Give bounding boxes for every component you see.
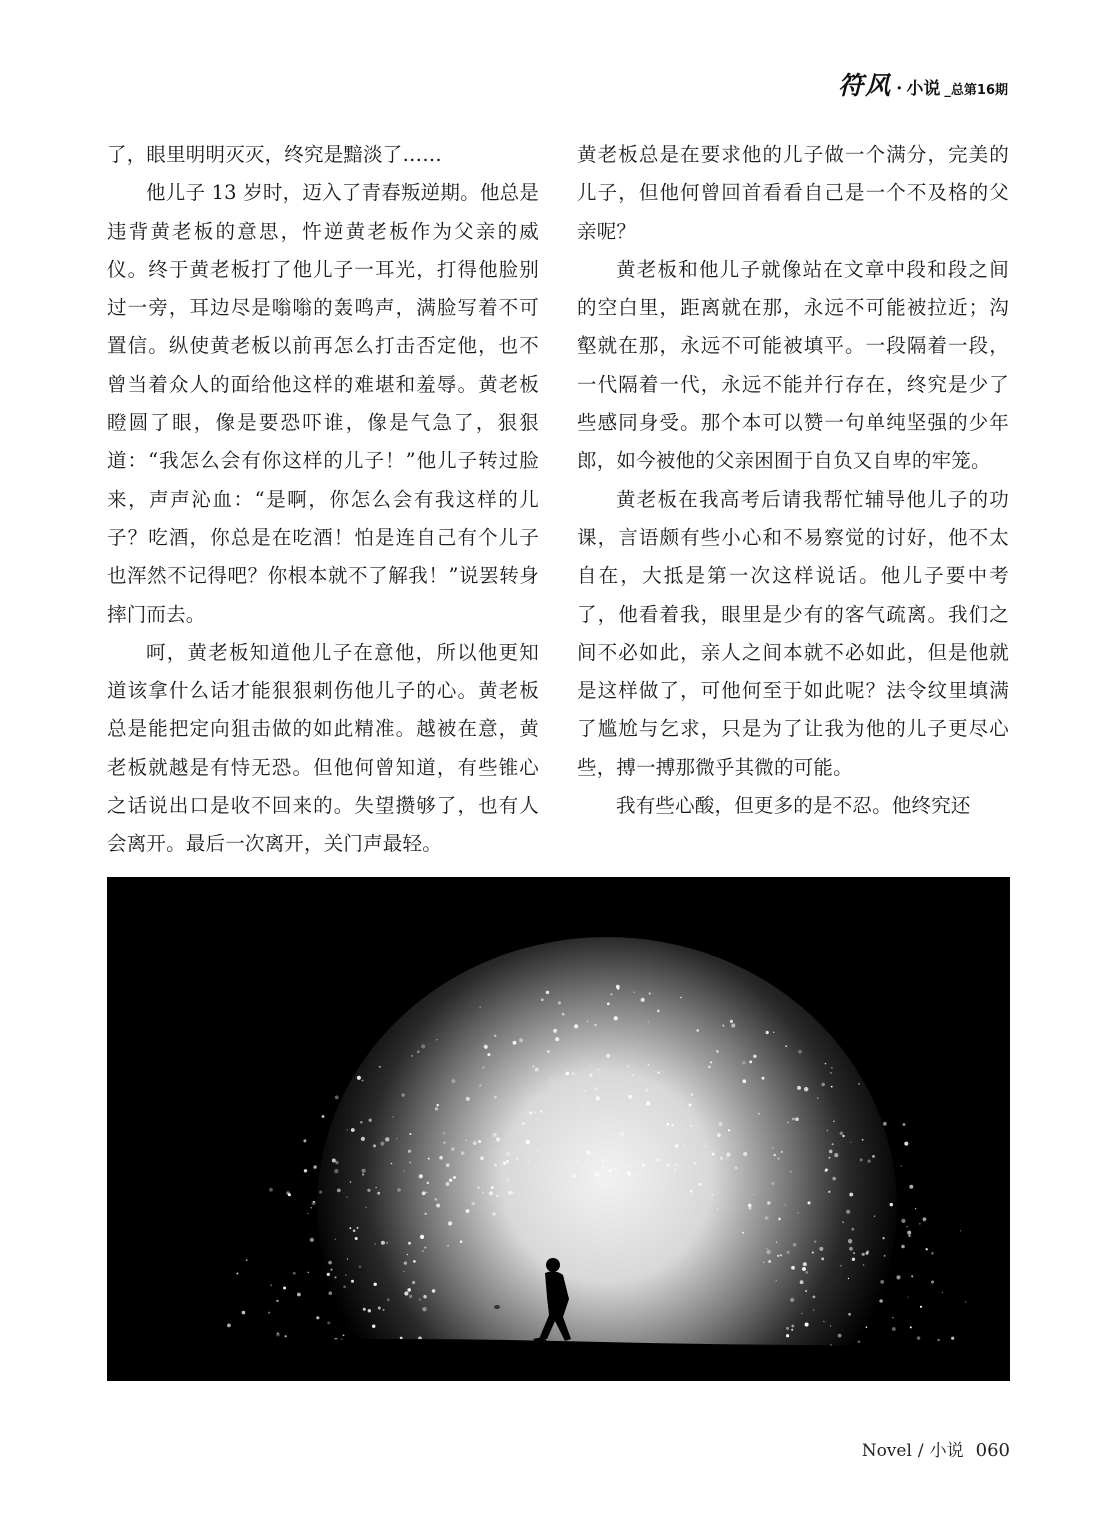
header-dot: · — [896, 78, 903, 99]
footer-label-en: Novel — [861, 1441, 912, 1461]
footer-separator: / — [917, 1441, 924, 1461]
paragraph: 我有些心酸，但更多的是不忍。他终究还 — [616, 794, 971, 818]
paragraph: 黄老板总是在要求他的儿子做一个满分，完美的儿子，但他何曾回首看看自己是一个不及格的父亲呢？ — [577, 143, 1009, 243]
silhouette-walking-illustration — [107, 877, 1010, 1381]
page-number: 060 — [975, 1440, 1010, 1461]
paragraph: 呵，黄老板知道他儿子在意他，所以他更知道该拿什么话才能狠狠刺伤他儿子的心。黄老板总是能把定向狙击做的如此精准。越被在意，黄老板就越是有恃无恐。但他何曾知道，有些锥心之话说出口是收不回来的。失望攒够了，也有人会离开。最后一次离开，关门声最轻。 — [107, 640, 539, 856]
running-header — [838, 66, 1008, 102]
footer-label-cn: 小说 — [929, 1441, 964, 1461]
section-name: 小说 — [906, 79, 941, 99]
page-footer — [862, 1436, 1010, 1461]
paragraph: 了，眼里明明灭灭，终究是黯淡了…… — [107, 143, 442, 166]
paragraph: 他儿子 13 岁时，迈入了青春叛逆期。他总是违背黄老板的意思，忤逆黄老板作为父亲的威仪。终于黄老板打了他儿子一耳光，打得他脸别过一旁，耳边尽是嗡嗡的轰鸣声，满脸写着不可置信。纵使黄老板以前再怎么打击否定他，也不曾当着众人的面给他这样的难堪和羞辱。黄老板瞪圆了眼，像是要恐吓谁，像是气急了，狠狠道：“我怎么会有你这样的儿子！”他儿子转过脸来，声声沁血：“是啊，你怎么会有我这样的儿子？吃酒，你总是在吃酒！怕是连自己有个儿子也浑然不记得吧？你根本就不了解我！”说罢转身摔门而去。 — [107, 181, 539, 626]
right-text-column — [577, 136, 1009, 825]
paragraph: 黄老板在我高考后请我帮忙辅导他儿子的功课，言语颇有些小心和不易察觉的讨好，他不太自在，大抵是第一次这样说话。他儿子要中考了，他看着我，眼里是少有的客气疏离。我们之间不必如此，亲人之间本就不必如此，但是他就是这样做了，可他何至于如此呢？法令纹里填满了尴尬与乞求，只是为了让我为他的儿子更尽心些，搏一搏那微乎其微的可能。 — [577, 487, 1009, 779]
left-text-column — [107, 136, 539, 864]
issue-number: _总第16期 — [944, 83, 1008, 98]
paragraph: 黄老板和他儿子就像站在文章中段和段之间的空白里，距离就在那，永远不可能被拉近；沟壑就在那，永远不可能被填平。一段隔着一段，一代隔着一代，永远不能并行存在，终究是少了些感同身受。那个本可以赞一句单纯坚强的少年郎，如今被他的父亲困囿于自负又自卑的牢笼。 — [577, 257, 1009, 473]
magazine-logo: 符风 — [838, 71, 893, 100]
illustration-photo — [107, 877, 1010, 1381]
